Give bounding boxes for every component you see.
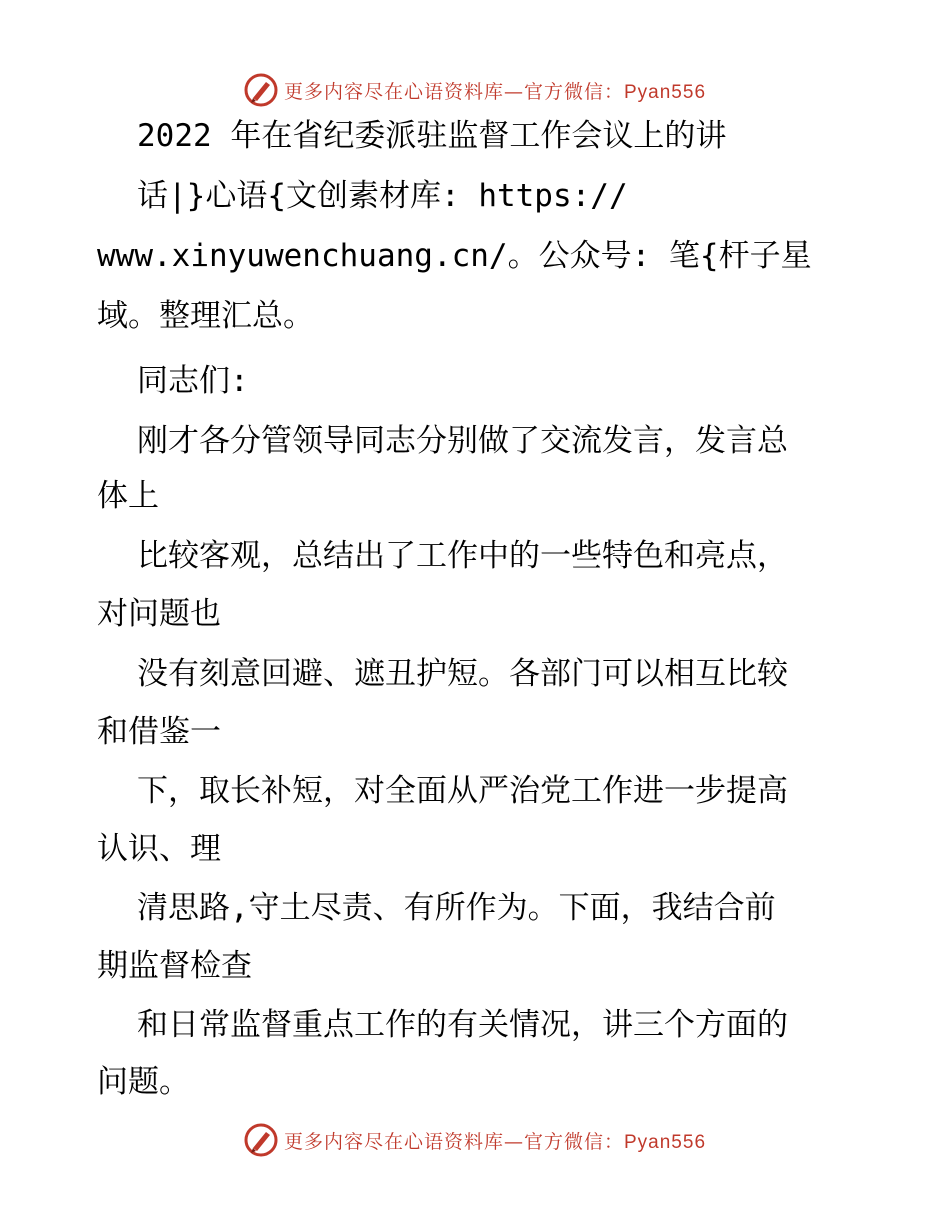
body-line: 问题。 [97, 1064, 190, 1100]
body-line: 体上 [97, 478, 159, 514]
salutation: 同志们: [137, 363, 249, 399]
body-line: 下，取长补短，对全面从严治党工作进一步提高 [137, 773, 788, 809]
footer-watermark-text: 更多内容尽在心语资料库—官方微信：Pyan556 [283, 1130, 707, 1153]
footer-watermark [0, 1120, 950, 1160]
body-line: 认识、理 [97, 831, 221, 867]
title-line-3: www.xinyuwenchuang.cn/。公众号: 笔{杆子星 [97, 238, 812, 274]
body-line: 刚才各分管领导同志分别做了交流发言，发言总 [137, 423, 788, 459]
title-line-4: 域。整理汇总。 [97, 298, 314, 334]
title-line-1: 2022 年在省纪委派驻监督工作会议上的讲 [137, 118, 727, 154]
pen-logo-icon [244, 73, 278, 107]
body-line: 没有刻意回避、遮丑护短。各部门可以相互比较 [137, 656, 788, 692]
header-watermark [0, 70, 950, 110]
body-line: 期监督检查 [97, 948, 252, 984]
body-line: 和借鉴一 [97, 714, 221, 750]
body-line: 清思路,守土尽责、有所作为。下面，我结合前 [137, 890, 776, 926]
body-line: 对问题也 [97, 596, 221, 632]
header-watermark-text: 更多内容尽在心语资料库—官方微信：Pyan556 [283, 80, 707, 103]
body-line: 比较客观，总结出了工作中的一些特色和亮点， [137, 538, 788, 574]
pen-logo-icon [244, 1123, 278, 1157]
title-line-2: 话|}心语{文创素材库: https:// [137, 178, 628, 214]
body-line: 和日常监督重点工作的有关情况，讲三个方面的 [137, 1007, 788, 1043]
